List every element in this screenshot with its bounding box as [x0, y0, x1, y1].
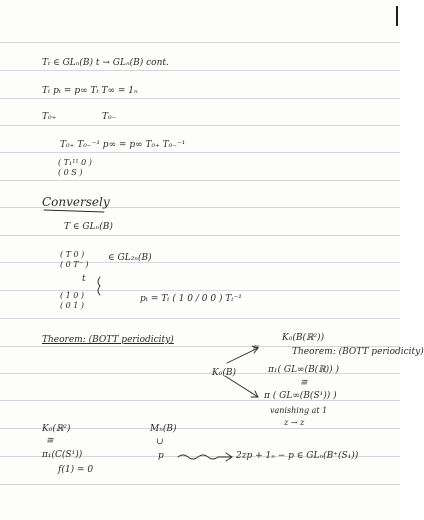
note-line: T₀₊ T₀₋⁻¹ p∞ = p∞ T₀₊ T₀₋⁻¹: [60, 140, 186, 150]
curly-brace-stroke: [98, 277, 100, 295]
matrix-row: ( T 0 ): [60, 250, 85, 259]
note-line: π ( GL∞(B(S¹)) ): [264, 391, 337, 401]
matrix-row: ( T₁¹¹ 0 ): [58, 158, 92, 167]
note-line: ≅: [252, 343, 259, 352]
note-line: vanishing at 1: [270, 406, 328, 415]
note-line: Tₜ ∈ GLₙ(B) t → GLₙ(B) cont.: [42, 58, 169, 68]
heading: Conversely: [42, 195, 110, 209]
matrix-row: ( 0 T⁻ ): [60, 260, 89, 269]
theorem-title: Theorem: (BOTT periodicity): [42, 335, 174, 345]
note-line: K₀(B): [212, 368, 236, 378]
note-line: 2zp + 1ₙ − p ∈ GLₙ(B⁺(S₁)): [236, 451, 359, 461]
note-line: T ∈ GLₙ(B): [64, 222, 113, 232]
note-line: z → z: [284, 418, 305, 427]
note-line: t: [82, 274, 86, 284]
note-line: ≅: [300, 378, 308, 388]
arrow-lower-stroke: [225, 376, 258, 397]
matrix-row: ( 0 S ): [58, 168, 83, 177]
matrix-row: ( 0 1 ): [60, 301, 85, 310]
underline-stroke: [44, 210, 104, 212]
note-line: Tₜ pₜ = p∞ Tₜ T∞ = 1ₙ: [42, 86, 138, 96]
note-line: K₀(ℝ²): [42, 424, 71, 434]
note-line: f(1) = 0: [58, 465, 94, 475]
note-line: pₜ = Tₜ ( 1 0 / 0 0 ) Tₜ⁻¹: [140, 294, 242, 304]
note-line: Mₙ(B): [150, 424, 177, 434]
note-line: K₀(B(ℝ²)): [282, 333, 325, 343]
arrow-upper-stroke: [227, 348, 258, 363]
squiggle-arrow-stroke: [178, 455, 232, 459]
matrix-row: ( 1 0 ): [60, 291, 85, 300]
note-line: T₀₊: [42, 112, 57, 122]
note-line: π₁(C(S¹)): [42, 450, 83, 460]
note-line: Theorem: (BOTT periodicity): [292, 347, 424, 357]
note-line: ≅: [46, 436, 54, 446]
note-line: p: [158, 451, 164, 461]
note-line: T₀₋: [102, 112, 117, 122]
note-line: ∪: [156, 437, 164, 447]
note-line: ∈ GL₂ₙ(B): [108, 253, 152, 263]
note-line: π₁( GL∞(B(ℝ)) ): [268, 365, 340, 375]
